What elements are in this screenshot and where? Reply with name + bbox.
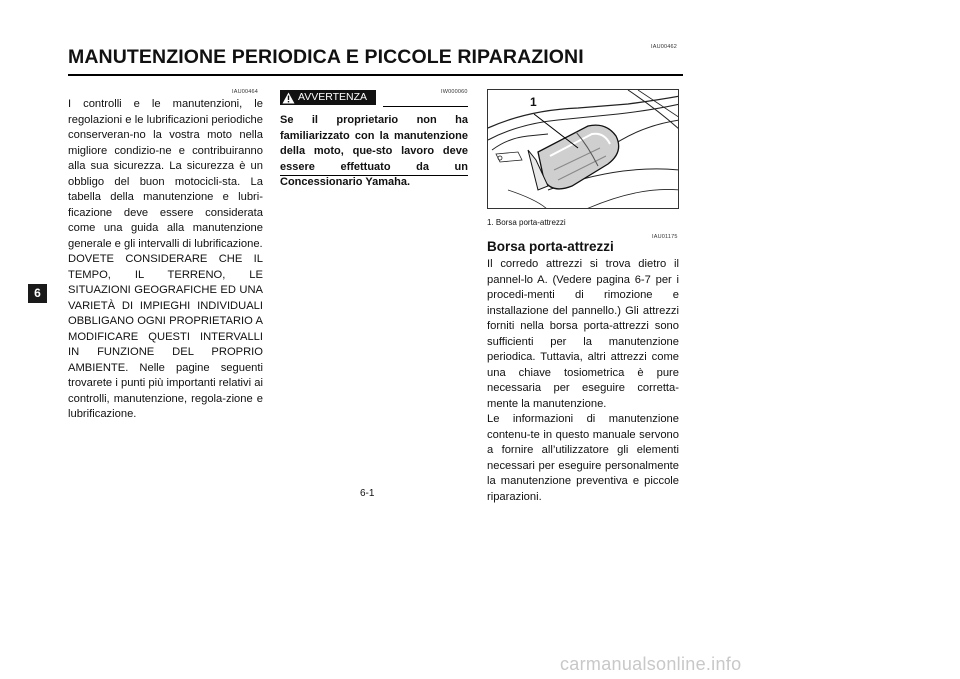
intro-paragraph: I controlli e le manutenzioni, le regolazioni e le lubrificazioni periodiche conserveran-no la vostra moto nella migliore condizio-ne e contribuiranno alla sua sicurezza. La sicurezza è un obbligo del buon motocicli-sta. La tabella della manutenzione e lubri-ficazione deve essere considerata come una guida alla manutenzione generale e gli intervalli di lubrificazione. bbox=[68, 98, 263, 250]
warning-triangle-icon bbox=[282, 92, 295, 104]
warning-code: IW000060 bbox=[441, 89, 468, 95]
chapter-tab: 6 bbox=[28, 284, 47, 303]
intro-caps-paragraph: DOVETE CONSIDERARE CHE IL TEMPO, IL TERRENO, LE SITUAZIONI GEOGRAFICHE ED UNA VARIETÀ DI IMPIEGHI INDIVIDUALI OBBLIGANO OGNI PROPRIETARIO A MODIFICARE QUESTI INTERVALLI IN FUNZIONE DEL PROPRIO AMBIENTE. Nelle pagine seguenti trovarete i punti più importanti relativi ai controlli, manutenzione, regola-zione e lubrificazione. bbox=[68, 253, 263, 420]
warning-rule-top bbox=[383, 106, 468, 107]
title-rule bbox=[68, 74, 683, 76]
page-title: MANUTENZIONE PERIODICA E PICCOLE RIPARAZIONI bbox=[68, 46, 584, 68]
header-code: IAU00462 bbox=[651, 44, 678, 50]
tool-bag-illustration bbox=[488, 90, 679, 209]
warning-text: Se il proprietario non ha familiarizzato con la manutenzione della moto, que-sto lavoro deve essere effettuato da un Concessionario Yamaha. bbox=[280, 114, 468, 189]
section-paragraph-2: Le informazioni di manutenzione contenu-te in questo manuale servono a fornire all’utilizzatore gli elementi necessari per eseguire personalmente la manutenzione preventiva e piccole riparazioni. bbox=[487, 413, 679, 503]
page-number: 6-1 bbox=[360, 488, 375, 499]
section-text bbox=[487, 257, 679, 505]
section-heading: Borsa porta-attrezzi bbox=[487, 239, 614, 254]
section-paragraph: Il corredo attrezzi si trova dietro il pannel-lo A. (Vedere pagina 6-7 per i procedi-menti di rimozione e installazione del pannello.) Gli attrezzi forniti nella borsa porta-attrezzi sono sufficienti per la manutenzione periodica. Tuttavia, altri attrezzi come una chiave tosiometrica è pure necessaria per eseguire corretta-mente la manutenzione. bbox=[487, 258, 679, 410]
tool-bag-figure bbox=[487, 89, 679, 209]
intro-text bbox=[68, 97, 263, 423]
figure-caption: 1. Borsa porta-attrezzi bbox=[487, 218, 566, 227]
left-code: IAU00464 bbox=[232, 89, 259, 95]
watermark: carmanualsonline.info bbox=[560, 654, 742, 674]
warning-rule-bottom bbox=[280, 175, 468, 176]
section-code: IAU01175 bbox=[652, 234, 678, 240]
figure-callout: 1 bbox=[530, 95, 537, 109]
warning-label: AVVERTENZA bbox=[298, 91, 368, 103]
warning-badge bbox=[280, 90, 376, 105]
